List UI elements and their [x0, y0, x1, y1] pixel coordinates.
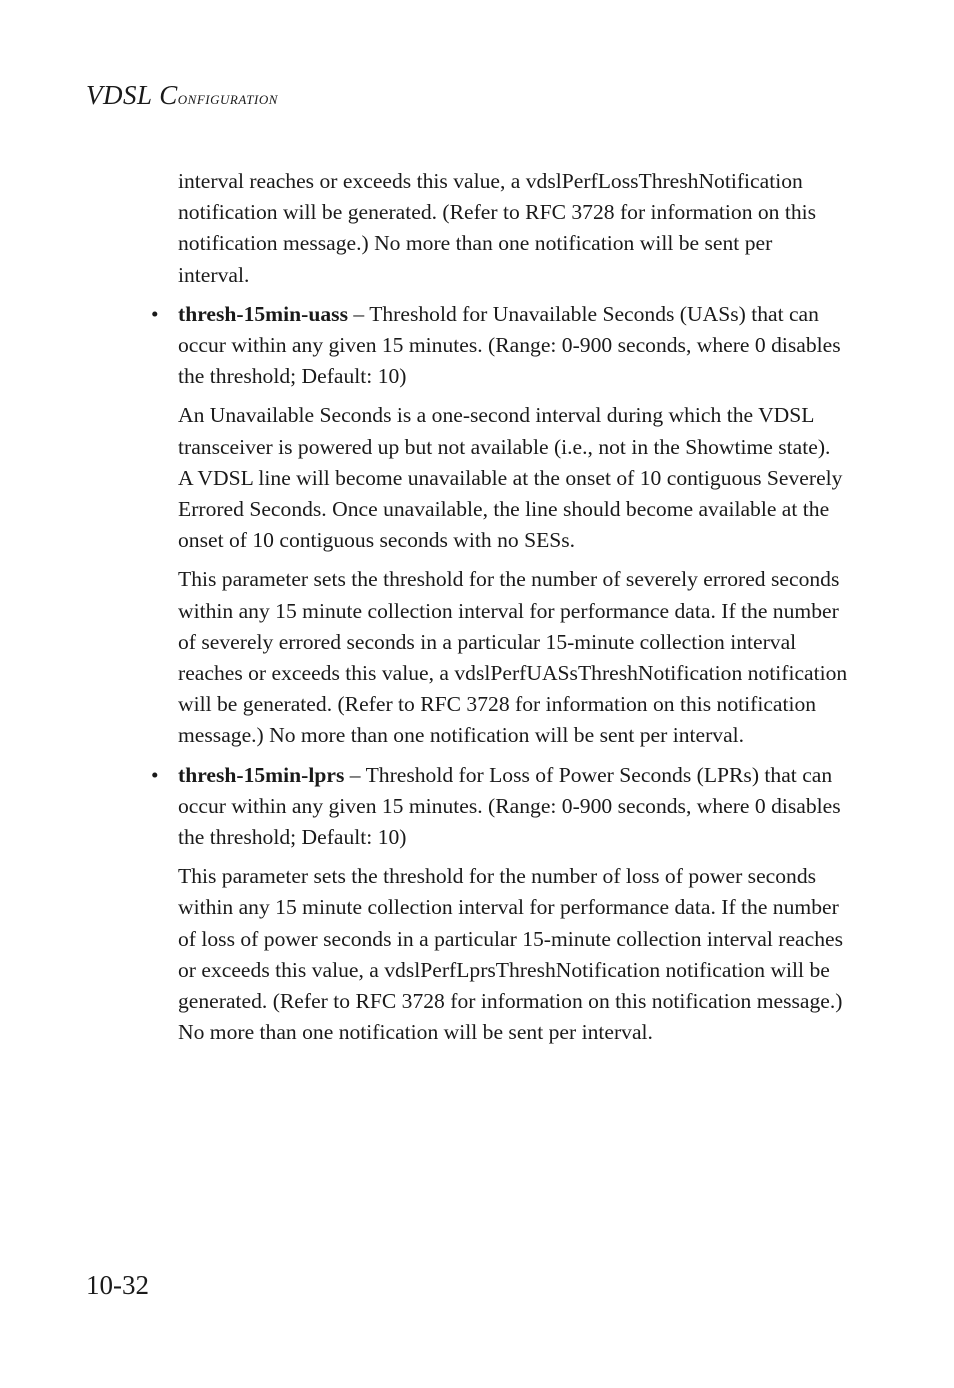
body-content [151, 166, 848, 1056]
header-initial-c: C [159, 80, 178, 110]
bullet-term: thresh-15min-lprs [178, 762, 345, 787]
bullet-description: – Threshold for Loss of Power Seconds (LPRs) that can occur within any given 15 minutes. (Range: 0-900 seconds, where 0 disables the threshold; Default: 10) [178, 762, 841, 850]
paragraph-uas-threshold: This parameter sets the threshold for the number of severely errored seconds within any 15 minute collection interval for performance data. If the number of severely errored seconds in a particular 15-minute collection interval reaches or exceeds this value, a vdslPerfUASsThreshNotification notification will be generated. (Refer to RFC 3728 for information on this notification message.) No more than one notification will be sent per interval. [178, 567, 848, 748]
header-initial-v: V [86, 80, 103, 110]
bullet-term: thresh-15min-uass [178, 301, 348, 326]
bullet-thresh-15min-lprs [151, 760, 848, 854]
bullet-marker: • [151, 762, 159, 787]
paragraph-lprs-threshold: This parameter sets the threshold for the number of loss of power seconds within any 15 minute collection interval for performance data. If the number of loss of power seconds in a particular 15-minute collection interval reaches or exceeds this value, a vdslPerfLprsThreshNotification notification will be generated. (Refer to RFC 3728 for information on this notification message.) No more than one notification will be sent per interval. [178, 864, 843, 1045]
page-number: 10-32 [86, 1270, 149, 1300]
header-smallcaps: onfiguration [177, 88, 278, 109]
running-header [86, 80, 278, 111]
bullet-marker: • [151, 301, 159, 326]
paragraph-continued: interval reaches or exceeds this value, a vdslPerfLossThreshNotification notification will be generated. (Refer to RFC 3728 for information on this notification message.) No more than one notification will be sent per interval. [178, 169, 817, 287]
bullet-description: – Threshold for Unavailable Seconds (UASs) that can occur within any given 15 minutes. (Range: 0-900 seconds, where 0 disables the threshold; Default: 10) [178, 301, 841, 389]
bullet-thresh-15min-uass [151, 299, 848, 393]
header-dsl: DSL [103, 80, 160, 110]
paragraph-uas-definition: An Unavailable Seconds is a one-second interval during which the VDSL transceiver is powered up but not available (i.e., not in the Showtime state). A VDSL line will become unavailable at the onset of 10 contiguous Severely Errored Seconds. Once unavailable, the line should become available at the onset of 10 contiguous seconds with no SESs. [178, 403, 843, 553]
